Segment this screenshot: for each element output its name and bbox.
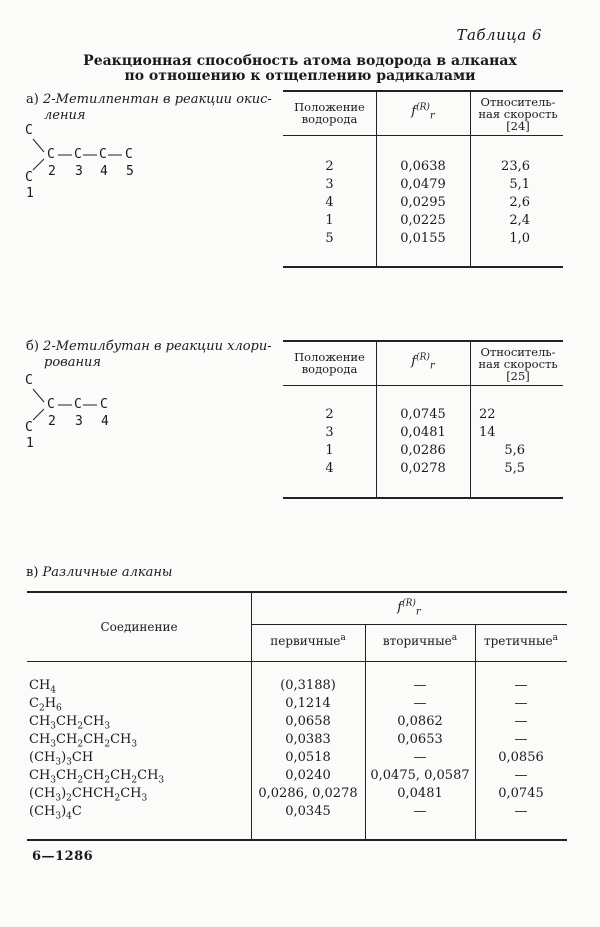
table-row: 3 0,0479 5,1 bbox=[325, 177, 530, 192]
table-row: 1 0,0286 5,6 bbox=[325, 443, 525, 458]
atom-c: C bbox=[47, 147, 55, 162]
table-row: 2 0,0638 23,6 bbox=[325, 159, 530, 174]
table-row: $(CH_3)_3CH$ 0,0518 — 0,0856 bbox=[27, 749, 567, 767]
compound-formula: $(CH_3)_3CH$ bbox=[29, 750, 94, 768]
table-title-line2: по отношению к отщеплению радикалами bbox=[124, 68, 476, 84]
header-compound: Соединение bbox=[100, 620, 178, 634]
atom-number: 2 bbox=[48, 164, 56, 179]
header-relative-rate: Относитель- ная скорость [25] bbox=[478, 345, 558, 383]
table-row: $(CH_3)_2CHCH_2CH_3$ 0,0286, 0,0278 0,0481 0,0745 bbox=[27, 785, 567, 803]
header-fr: $f^{(R)}_r$ bbox=[411, 352, 435, 372]
table-row: $CH_3CH_2CH_2CH_2CH_3$ 0,0240 0,0475, 0,0587 — bbox=[27, 767, 567, 785]
header-secondary: вторичные$^a$ bbox=[382, 633, 458, 648]
atom-number: 4 bbox=[100, 164, 108, 179]
atom-number: 3 bbox=[75, 164, 83, 179]
atom-c: C bbox=[25, 420, 33, 435]
atom-number: 4 bbox=[101, 414, 109, 429]
table-row: 5 0,0155 1,0 bbox=[325, 231, 530, 246]
table-row: 2 0,0745 22 bbox=[325, 407, 496, 422]
compound-formula: $CH_3CH_2CH_2CH_3$ bbox=[29, 732, 138, 750]
table-row: $(CH_3)_4C$ 0,0345 — — bbox=[27, 803, 567, 821]
atom-c: C bbox=[74, 147, 82, 162]
section-a-label: а) 2-Метилпентан в реакции окис- bbox=[26, 92, 272, 107]
table-row: $CH_4$ (0,3188) — — bbox=[27, 677, 567, 695]
atom-c: C bbox=[125, 147, 133, 162]
atom-c: C bbox=[47, 397, 55, 412]
table-title-line1: Реакционная способность атома водорода в алканах bbox=[83, 53, 517, 69]
atom-c: C bbox=[25, 373, 33, 388]
table-row: $CH_3CH_2CH_3$ 0,0658 0,0862 — bbox=[27, 713, 567, 731]
compound-formula: $C_2H_6$ bbox=[29, 696, 62, 714]
table-row: 3 0,0481 14 bbox=[325, 425, 496, 440]
header-fr: $f^{(R)}_r$ bbox=[397, 598, 421, 618]
table-c-body bbox=[27, 677, 567, 821]
atom-number: 1 bbox=[26, 186, 34, 201]
atom-c: C bbox=[25, 170, 33, 185]
atom-number: 2 bbox=[48, 414, 56, 429]
atom-c: C bbox=[99, 147, 107, 162]
table-row: 4 0,0295 2,6 bbox=[325, 195, 530, 210]
compound-formula: $CH_4$ bbox=[29, 678, 57, 696]
compound-formula: $(CH_3)_4C$ bbox=[29, 804, 82, 822]
table-row: 4 0,0278 5,5 bbox=[325, 461, 525, 476]
atom-c: C bbox=[74, 397, 82, 412]
table-b-body bbox=[283, 406, 566, 478]
compound-formula: $(CH_3)_2CHCH_2CH_3$ bbox=[29, 786, 148, 804]
compound-formula: $CH_3CH_2CH_3$ bbox=[29, 714, 111, 732]
molecule-a-structure bbox=[22, 120, 152, 210]
compound-formula: $CH_3CH_2CH_2CH_2CH_3$ bbox=[29, 768, 165, 786]
table-row: 1 0,0225 2,4 bbox=[325, 213, 530, 228]
section-b-label: б) 2-Метилбутан в реакции хлори- bbox=[26, 339, 272, 354]
header-tertiary: третичные$^a$ bbox=[483, 633, 559, 648]
table-row: $CH_3CH_2CH_2CH_3$ 0,0383 0,0653 — bbox=[27, 731, 567, 749]
table-a-body bbox=[283, 158, 566, 248]
molecule-b-structure bbox=[22, 370, 132, 460]
table-row: $C_2H_6$ 0,1214 — — bbox=[27, 695, 567, 713]
section-c-label: в) Различные алканы bbox=[26, 565, 173, 580]
table-number: Таблица 6 bbox=[456, 26, 542, 44]
atom-c: C bbox=[25, 123, 33, 138]
header-position: Положение водорода bbox=[294, 100, 365, 126]
section-b-label-cont: рования bbox=[44, 355, 102, 370]
header-position: Положение водорода bbox=[294, 350, 365, 376]
header-primary: первичные$^a$ bbox=[270, 633, 346, 648]
atom-number: 5 bbox=[126, 164, 134, 179]
page-footer-signature: 6—1286 bbox=[32, 849, 94, 864]
header-relative-rate: Относитель- ная скорость [24] bbox=[478, 95, 558, 133]
atom-number: 1 bbox=[26, 436, 34, 451]
header-fr: $f^{(R)}_r$ bbox=[411, 102, 435, 122]
atom-c: C bbox=[100, 397, 108, 412]
atom-number: 3 bbox=[75, 414, 83, 429]
section-a-label-cont: ления bbox=[44, 108, 86, 123]
